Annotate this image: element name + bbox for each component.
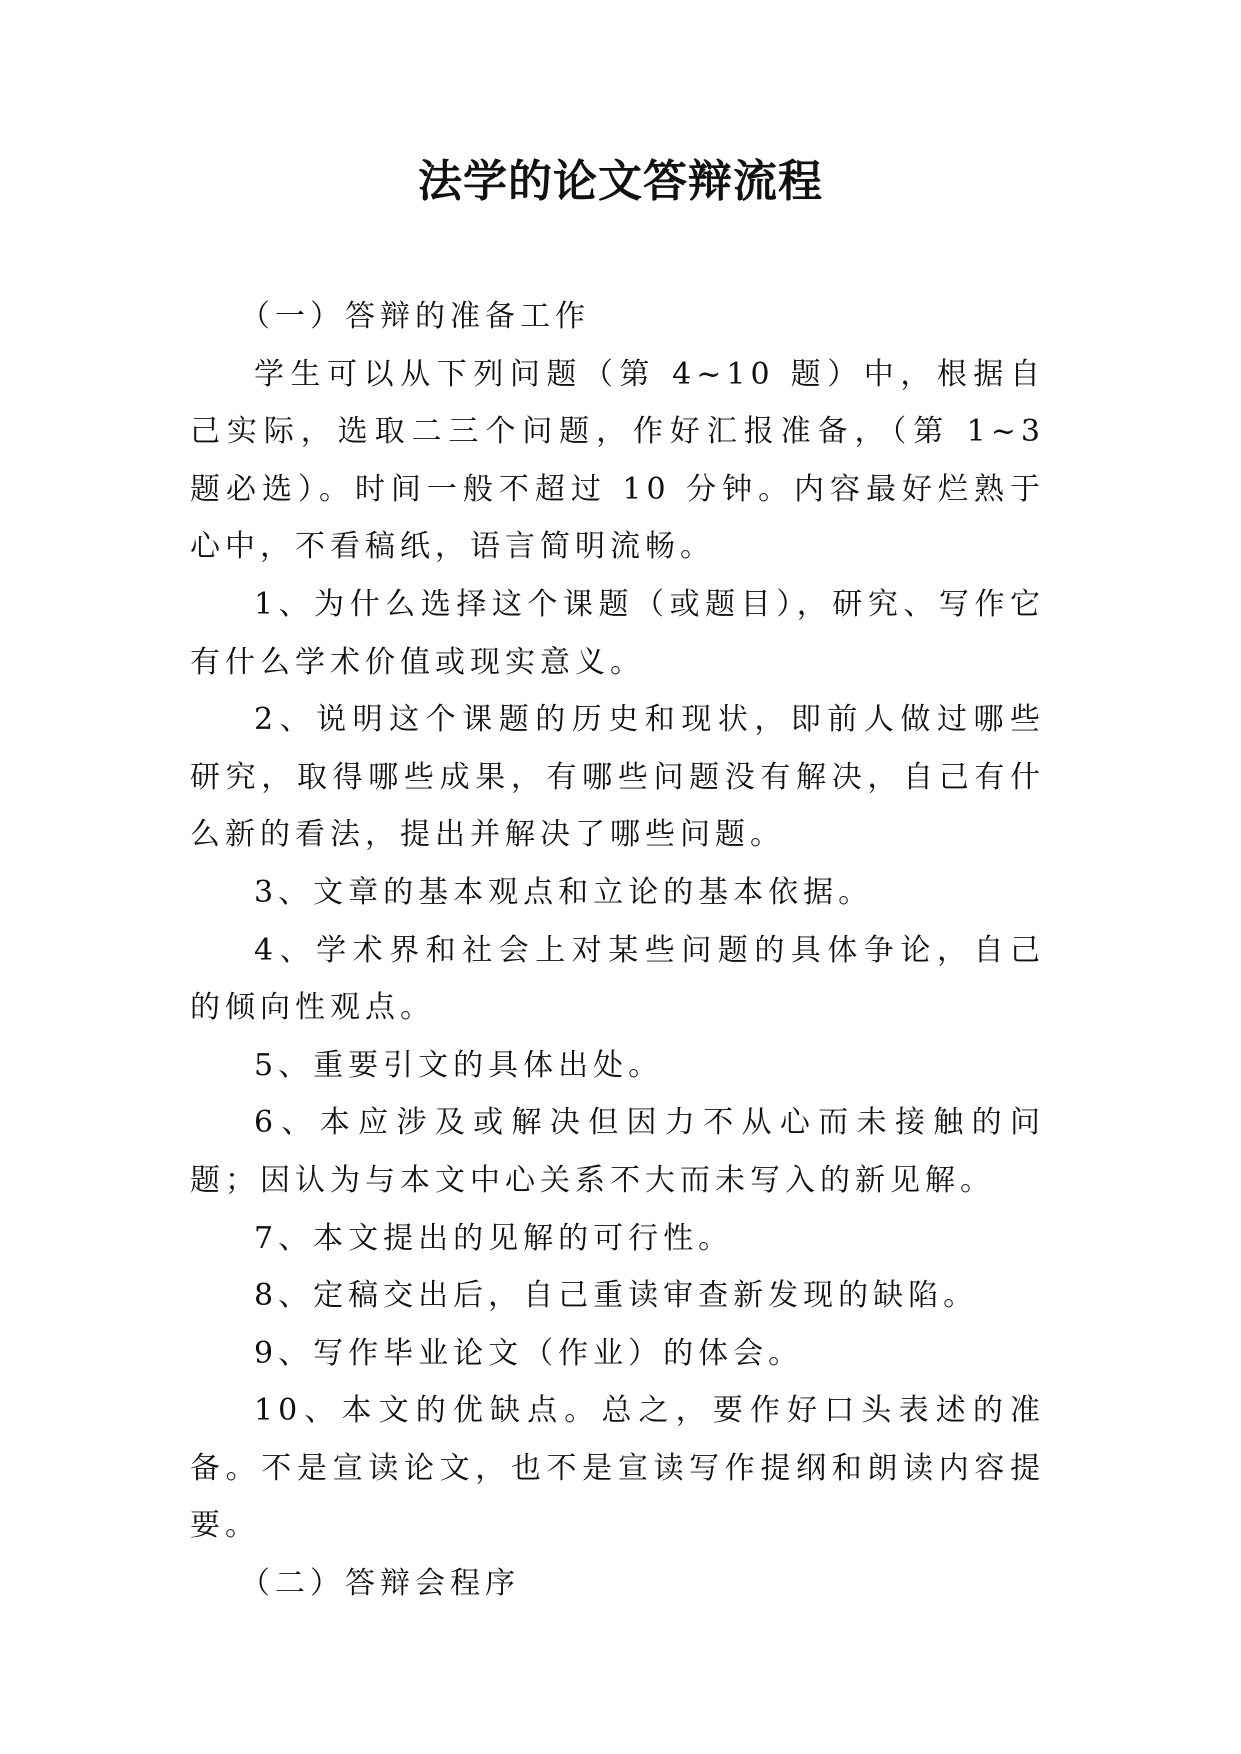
- question-item-2: 2、说明这个课题的历史和现状，即前人做过哪些研究，取得哪些成果，有哪些问题没有解决，自己有什么新的看法，提出并解决了哪些问题。: [190, 702, 1045, 853]
- question-item-7: 7、本文提出的见解的可行性。: [254, 1220, 734, 1256]
- document-body: [190, 288, 1045, 1613]
- question-item-5: 5、重要引文的具体出处。: [254, 1047, 664, 1083]
- question-item-6: 6、本应涉及或解决但因力不从心而未接触的问题；因认为与本文中心关系不大而未写入的新见解。: [190, 1105, 1045, 1198]
- preparation-intro-paragraph: 学生可以从下列问题（第 4~10 题）中，根据自己实际，选取二三个问题，作好汇报准备，（第 1~3 题必选）。时间一般不超过 10 分钟。内容最好烂熟于心中，不看稿纸，语言简明流畅。: [190, 356, 1045, 565]
- question-item-10: 10、本文的优缺点。总之，要作好口头表述的准备。不是宣读论文，也不是宣读写作提纲和朗读内容提要。: [190, 1393, 1045, 1544]
- question-item-8: 8、定稿交出后，自己重读审查新发现的缺陷。: [254, 1278, 979, 1314]
- question-item-3: 3、文章的基本观点和立论的基本依据。: [254, 874, 874, 910]
- section-heading-defense-procedure: （二）答辩会程序: [240, 1566, 520, 1602]
- section-heading-preparation: （一）答辩的准备工作: [240, 299, 590, 334]
- question-item-9: 9、写作毕业论文（作业）的体会。: [254, 1335, 804, 1371]
- question-item-1: 1、为什么选择这个课题（或题目），研究、写作它有什么学术价值或现实意义。: [190, 586, 1045, 680]
- question-item-4: 4、学术界和社会上对某些问题的具体争论，自己的倾向性观点。: [190, 932, 1045, 1026]
- document-title: 法学的论文答辩流程: [418, 156, 823, 207]
